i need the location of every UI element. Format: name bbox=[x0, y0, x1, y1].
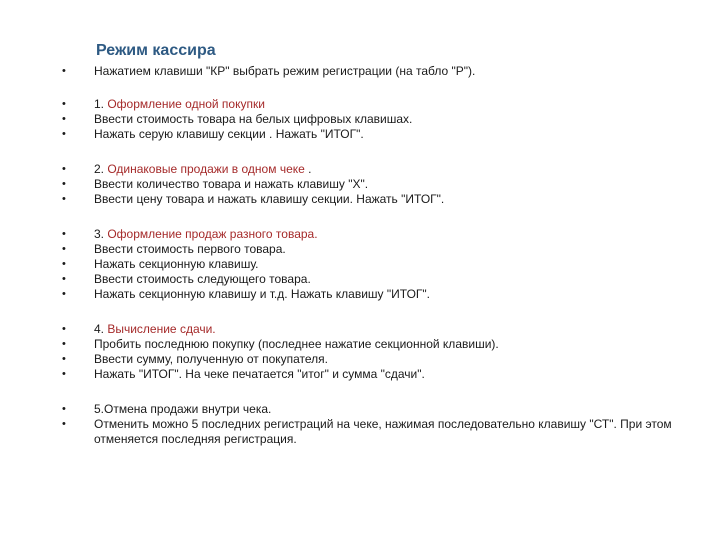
bullet-group bbox=[62, 97, 682, 142]
bullet-icon: • bbox=[62, 368, 66, 380]
step-text: Нажать "ИТОГ". На чеке печатается "итог" и сумма "сдачи". bbox=[94, 367, 425, 381]
step-text: . bbox=[304, 162, 312, 176]
bullet-text bbox=[94, 127, 682, 142]
bullet-text bbox=[94, 97, 682, 112]
bullet-icon: • bbox=[62, 418, 66, 430]
bullet-icon: • bbox=[62, 323, 66, 335]
step-text: Ввести стоимость следующего товара. bbox=[94, 272, 311, 286]
bullet-text bbox=[94, 242, 682, 257]
bullet-text bbox=[94, 367, 682, 382]
step-text: Нажать секционную клавишу и т.д. Нажать клавишу "ИТОГ". bbox=[94, 287, 430, 301]
bullet-icon: • bbox=[62, 338, 66, 350]
bullet-group bbox=[62, 227, 682, 302]
bullet-item bbox=[62, 352, 682, 367]
bullet-list bbox=[62, 64, 682, 467]
bullet-text bbox=[94, 112, 682, 127]
step-text: Ввести стоимость товара на белых цифровых клавишах. bbox=[94, 112, 413, 126]
bullet-icon: • bbox=[62, 353, 66, 365]
bullet-item bbox=[62, 192, 682, 207]
step-heading: Оформление одной покупки bbox=[107, 97, 265, 111]
bullet-text bbox=[94, 192, 682, 207]
bullet-group bbox=[62, 162, 682, 207]
bullet-text bbox=[94, 64, 682, 79]
bullet-text bbox=[94, 272, 682, 287]
bullet-icon: • bbox=[62, 288, 66, 300]
bullet-item bbox=[62, 417, 682, 447]
bullet-item bbox=[62, 64, 682, 79]
step-number: 3. bbox=[94, 227, 108, 241]
bullet-icon: • bbox=[62, 258, 66, 270]
bullet-text bbox=[94, 257, 682, 272]
bullet-item bbox=[62, 287, 682, 302]
bullet-item bbox=[62, 402, 682, 417]
step-text: 5.Отмена продажи внутри чека. bbox=[94, 402, 272, 416]
step-number: 2. bbox=[94, 162, 108, 176]
step-text: Нажатием клавиши "КР" выбрать режим регистрации (на табло "Р"). bbox=[94, 64, 476, 78]
bullet-item bbox=[62, 337, 682, 352]
bullet-item bbox=[62, 242, 682, 257]
step-text: Нажать серую клавишу секции . Нажать "ИТОГ". bbox=[94, 127, 364, 141]
step-text: Ввести стоимость первого товара. bbox=[94, 242, 286, 256]
page-title: Режим кассира bbox=[96, 42, 216, 59]
bullet-text bbox=[94, 417, 682, 447]
step-text: Нажать секционную клавишу. bbox=[94, 257, 259, 271]
bullet-text bbox=[94, 227, 682, 242]
bullet-item bbox=[62, 177, 682, 192]
bullet-item bbox=[62, 322, 682, 337]
step-text: Ввести цену товара и нажать клавишу секции. Нажать "ИТОГ". bbox=[94, 192, 445, 206]
bullet-group bbox=[62, 402, 682, 447]
bullet-group bbox=[62, 64, 682, 79]
step-text: Ввести сумму, полученную от покупателя. bbox=[94, 352, 329, 366]
bullet-icon: • bbox=[62, 98, 66, 110]
bullet-icon: • bbox=[62, 193, 66, 205]
bullet-icon: • bbox=[62, 228, 66, 240]
bullet-icon: • bbox=[62, 128, 66, 140]
bullet-text bbox=[94, 287, 682, 302]
bullet-icon: • bbox=[62, 65, 66, 77]
bullet-icon: • bbox=[62, 113, 66, 125]
bullet-icon: • bbox=[62, 243, 66, 255]
bullet-group bbox=[62, 322, 682, 382]
step-heading: Одинаковые продажи в одном чеке bbox=[107, 162, 305, 176]
bullet-item bbox=[62, 97, 682, 112]
bullet-item bbox=[62, 127, 682, 142]
bullet-text bbox=[94, 177, 682, 192]
bullet-item bbox=[62, 227, 682, 242]
bullet-icon: • bbox=[62, 273, 66, 285]
bullet-item bbox=[62, 162, 682, 177]
bullet-item bbox=[62, 112, 682, 127]
bullet-text bbox=[94, 402, 682, 417]
step-text: Отменить можно 5 последних регистраций на чеке, нажимая последовательно клавишу "СТ". При этом отменяется последняя регистрация. bbox=[94, 417, 672, 446]
bullet-text bbox=[94, 352, 682, 367]
bullet-text bbox=[94, 322, 682, 337]
step-number: 1. bbox=[94, 97, 108, 111]
bullet-text bbox=[94, 337, 682, 352]
bullet-icon: • bbox=[62, 178, 66, 190]
step-heading: Оформление продаж разного товара. bbox=[107, 227, 318, 241]
bullet-icon: • bbox=[62, 163, 66, 175]
bullet-item bbox=[62, 257, 682, 272]
bullet-text bbox=[94, 162, 682, 177]
step-heading: Вычисление сдачи. bbox=[107, 322, 216, 336]
bullet-icon: • bbox=[62, 403, 66, 415]
step-text: Ввести количество товара и нажать клавишу "Х". bbox=[94, 177, 369, 191]
step-text: Пробить последнюю покупку (последнее нажатие секционной клавиши). bbox=[94, 337, 499, 351]
step-number: 4. bbox=[94, 322, 108, 336]
bullet-item bbox=[62, 272, 682, 287]
bullet-item bbox=[62, 367, 682, 382]
